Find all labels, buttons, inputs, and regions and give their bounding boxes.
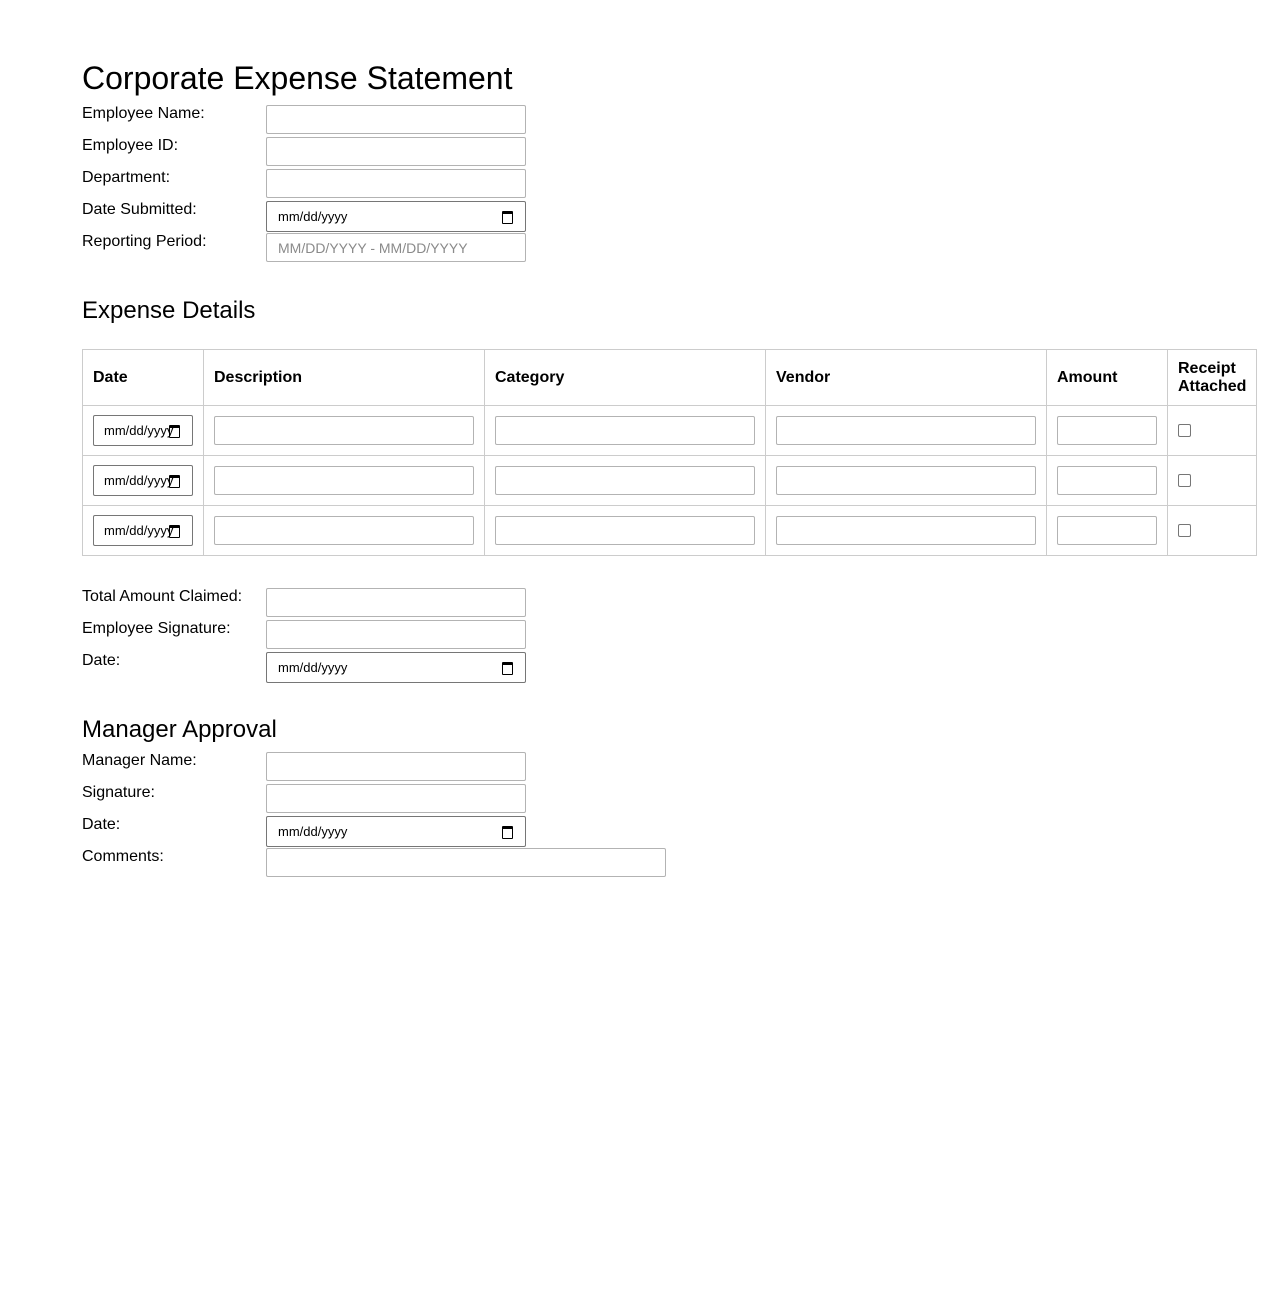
column-header-vendor: Vendor [766, 350, 1047, 406]
manager-signature-input[interactable] [266, 784, 526, 813]
expense-date-input[interactable] [93, 515, 193, 546]
table-row [83, 456, 1257, 506]
expense-amount-input[interactable] [1057, 516, 1157, 545]
date-submitted-value: mm/dd/yyyy [278, 209, 348, 224]
calendar-icon[interactable] [169, 425, 180, 438]
expense-amount-input[interactable] [1057, 466, 1157, 495]
expense-category-input[interactable] [495, 516, 755, 545]
column-header-category: Category [485, 350, 766, 406]
employee-id-label: Employee ID: [82, 137, 179, 154]
expense-details-heading: Expense Details [82, 297, 256, 324]
employee-name-input[interactable] [266, 105, 526, 134]
employee-signature-label: Employee Signature: [82, 620, 231, 637]
expense-date-input[interactable] [93, 465, 193, 496]
summary-date-label: Date: [82, 652, 121, 669]
expense-amount-input[interactable] [1057, 416, 1157, 445]
department-input[interactable] [266, 169, 526, 198]
table-row [83, 506, 1257, 556]
receipt-attached-checkbox[interactable] [1178, 474, 1191, 487]
department-label: Department: [82, 169, 171, 186]
manager-name-input[interactable] [266, 752, 526, 781]
column-header-amount: Amount [1047, 350, 1168, 406]
calendar-icon[interactable] [169, 525, 180, 538]
manager-approval-heading: Manager Approval [82, 716, 277, 743]
calendar-icon[interactable] [502, 211, 513, 224]
manager-name-label: Manager Name: [82, 752, 197, 769]
manager-signature-label: Signature: [82, 784, 155, 801]
employee-name-label: Employee Name: [82, 105, 205, 122]
column-header-description: Description [204, 350, 485, 406]
reporting-period-input[interactable] [266, 233, 526, 262]
reporting-period-label: Reporting Period: [82, 233, 207, 250]
table-row [83, 406, 1257, 456]
expense-date-input[interactable] [93, 415, 193, 446]
expense-description-input[interactable] [214, 516, 474, 545]
expense-vendor-input[interactable] [776, 516, 1036, 545]
page-title: Corporate Expense Statement [82, 60, 513, 96]
receipt-attached-checkbox[interactable] [1178, 524, 1191, 537]
approval-date-value: mm/dd/yyyy [278, 824, 348, 839]
expense-category-input[interactable] [495, 416, 755, 445]
summary-date-value: mm/dd/yyyy [278, 660, 348, 675]
expense-date-value: mm/dd/yyyy [104, 473, 174, 488]
date-submitted-input[interactable] [266, 201, 526, 232]
calendar-icon[interactable] [502, 826, 513, 839]
summary-date-input[interactable] [266, 652, 526, 683]
approval-date-input[interactable] [266, 816, 526, 847]
expense-date-value: mm/dd/yyyy [104, 423, 174, 438]
expense-date-value: mm/dd/yyyy [104, 523, 174, 538]
expense-description-input[interactable] [214, 416, 474, 445]
reporting-period-placeholder: MM/DD/YYYY - MM/DD/YYYY [278, 240, 468, 256]
comments-input[interactable] [266, 848, 666, 877]
total-amount-input[interactable] [266, 588, 526, 617]
expense-table [82, 349, 1257, 556]
table-header-row [83, 350, 1257, 406]
column-header-date: Date [83, 350, 204, 406]
date-submitted-label: Date Submitted: [82, 201, 197, 218]
total-amount-label: Total Amount Claimed: [82, 588, 243, 605]
expense-category-input[interactable] [495, 466, 755, 495]
column-header-receipt-attached: Receipt Attached [1168, 350, 1257, 406]
expense-vendor-input[interactable] [776, 416, 1036, 445]
employee-signature-input[interactable] [266, 620, 526, 649]
calendar-icon[interactable] [169, 475, 180, 488]
calendar-icon[interactable] [502, 662, 513, 675]
employee-id-input[interactable] [266, 137, 526, 166]
expense-description-input[interactable] [214, 466, 474, 495]
receipt-attached-checkbox[interactable] [1178, 424, 1191, 437]
comments-label: Comments: [82, 848, 164, 865]
expense-vendor-input[interactable] [776, 466, 1036, 495]
approval-date-label: Date: [82, 816, 121, 833]
